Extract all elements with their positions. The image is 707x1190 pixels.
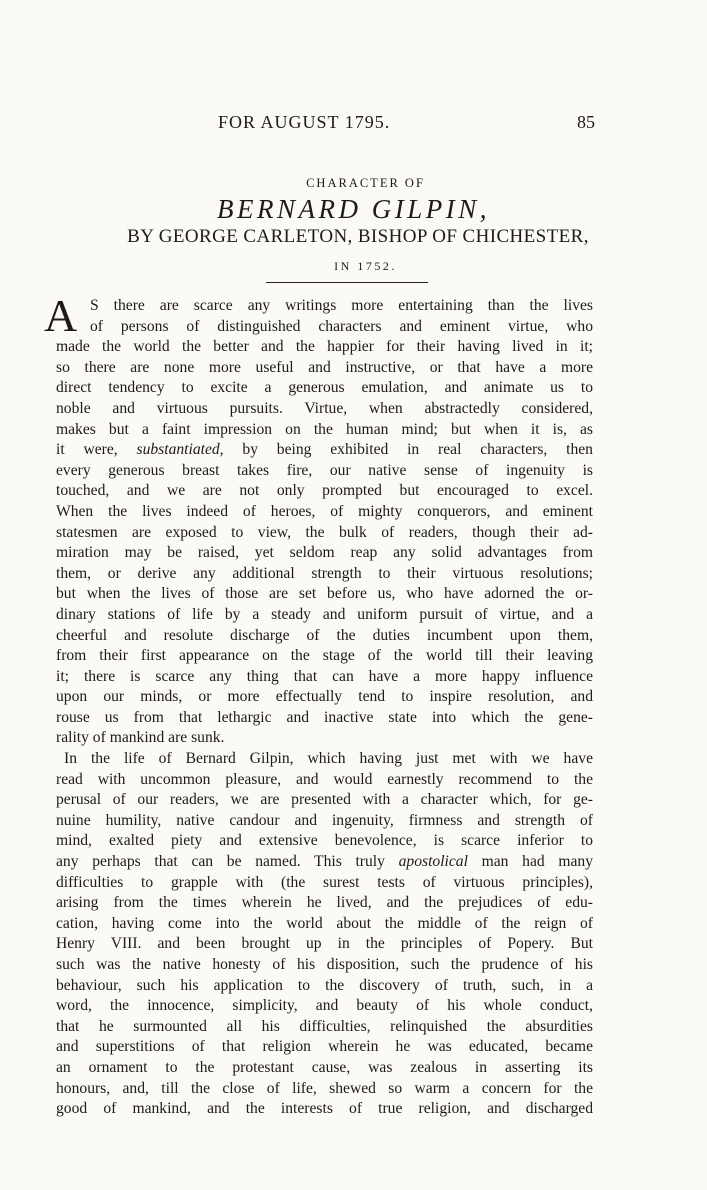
text-line: cheerful and resolute discharge of the duties incumbent upon them, (56, 626, 593, 644)
article-year: IN 1752. (334, 259, 397, 273)
text-line: from their first appearance on the stage of the world till their leaving (56, 647, 593, 665)
text-line: honours, and, till the close of life, shewed so warm a concern for the (56, 1079, 593, 1097)
text-line: mind, exalted piety and extensive benevolence, is scarce inferior to (56, 832, 593, 850)
running-head-title: FOR AUGUST 1795. (218, 112, 391, 132)
text-line: any perhaps that can be named. This truly apostolical man had many (56, 853, 594, 871)
text-line: so there are none more useful and instructive, or that have a more (56, 358, 593, 376)
text-line: word, the innocence, simplicity, and beauty of his whole conduct, (56, 997, 593, 1015)
text-line: rouse us from that lethargic and inactive state into which the gene- (56, 708, 593, 726)
text-line: read with uncommon pleasure, and would earnestly recommend to the (56, 770, 593, 788)
text-line: makes but a faint impression on the human mind; but when it is, as (56, 420, 593, 438)
text-line: rality of mankind are sunk. (56, 729, 225, 747)
article-subhead: CHARACTER OF (306, 176, 425, 190)
text-line: every generous breast takes fire, our native sense of ingenuity is (56, 461, 593, 479)
text-line: of persons of distinguished characters and eminent virtue, who (90, 317, 593, 335)
text-line: miration may be raised, yet seldom reap any solid advantages from (56, 544, 593, 562)
title-rule (266, 282, 428, 283)
drop-cap: A (44, 290, 78, 341)
text-line: dinary stations of life by a steady and uniform pursuit of virtue, and a (56, 605, 593, 623)
text-line: Henry VIII. and been brought up in the principles of Popery. But (56, 935, 593, 953)
text-line: it; there is scarce any thing that can have a more happy influence (56, 667, 593, 685)
text-line: that he surmounted all his difficulties, relinquished the absurdities (56, 1017, 593, 1035)
text-line: nuine humility, native candour and ingenuity, firmness and strength of (56, 811, 593, 829)
running-head (0, 112, 707, 136)
text-line: noble and virtuous pursuits. Virtue, when abstractedly considered, (56, 399, 593, 417)
text-line: made the world the better and the happier for their having lived in it; (56, 338, 593, 356)
text-line: statesmen are exposed to view, the bulk of readers, though their ad- (56, 523, 593, 541)
text-line: behaviour, such his application to the discovery of truth, such, in a (56, 976, 593, 994)
text-line: an ornament to the protestant cause, was zealous in asserting its (56, 1058, 593, 1076)
page-number: 85 (577, 112, 595, 132)
text-line: it were, substantiated, by being exhibited in real characters, then (56, 441, 593, 459)
text-line: cation, having come into the world about the middle of the reign of (56, 914, 593, 932)
italic-word: apostolical (398, 853, 468, 871)
text-line: When the lives indeed of heroes, of mighty conquerors, and eminent (56, 502, 593, 520)
article-title: BERNARD GILPIN, (217, 194, 490, 224)
text-line: and superstitions of that religion wherein he was educated, became (56, 1038, 593, 1056)
text-line: such was the native honesty of his disposition, such the prudence of his (56, 956, 593, 973)
text-line: A S there are scarce any writings more entertaining than the lives (44, 290, 593, 341)
text-line: touched, and we are not only prompted but encouraged to excel. (56, 482, 593, 500)
text-line: good of mankind, and the interests of true religion, and discharged (56, 1100, 593, 1118)
text-line: arising from the times wherein he lived, and the prejudices of edu- (56, 894, 593, 912)
article-body (44, 290, 594, 1120)
italic-word: substantiated, (136, 441, 224, 459)
article-byline: BY GEORGE CARLETON, BISHOP OF CHICHESTER, (127, 226, 589, 247)
text-line: but when the lives of those are set before us, who have adorned the or- (56, 585, 593, 603)
text-line: In the life of Bernard Gilpin, which having just met with we have (64, 750, 593, 768)
text-line: perusal of our readers, we are presented with a character which, for ge- (56, 791, 593, 809)
text-line: upon our minds, or more effectually tend to inspire resolution, and (56, 688, 593, 706)
text-line: direct tendency to excite a generous emulation, and animate us to (56, 379, 593, 397)
text-line: them, or derive any additional strength to their virtuous resolutions; (56, 564, 593, 582)
text-line: difficulties to grapple with (the surest tests of virtuous principles), (56, 873, 593, 891)
